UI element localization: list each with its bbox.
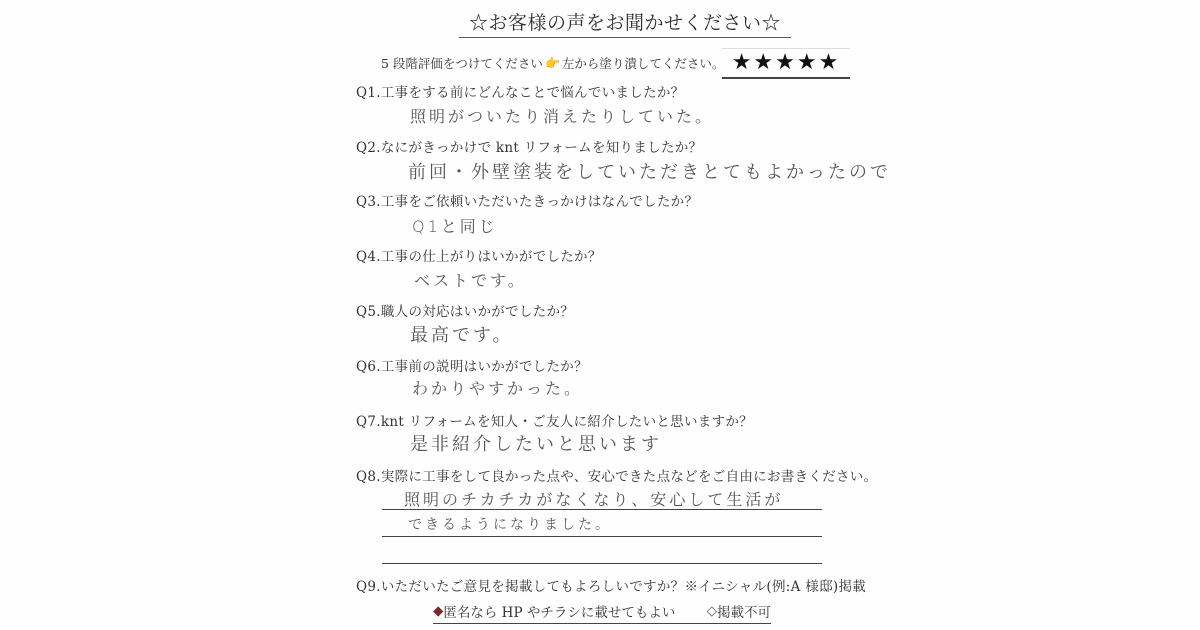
rating-instruction	[381, 54, 724, 72]
option-no-publish[interactable]	[707, 601, 771, 621]
question-2: Q2.なにがきっかけで knt リフォームを知りましたか？	[356, 140, 703, 156]
question-1: Q1.工事をする前にどんなことで悩んでいましたか？	[356, 85, 685, 101]
answer-8-line-2: できるようになりました。	[408, 517, 612, 533]
star-rating: ★★★★★	[722, 48, 850, 79]
answer-8-line-1: 照明のチカチカがなくなり、安心して生活が	[404, 490, 784, 509]
rating-instruction-text-2: 左から塗り潰してください。	[561, 56, 725, 71]
question-6: Q6.工事前の説明はいかがでしたか？	[356, 359, 588, 375]
answer-5: 最高です。	[410, 325, 514, 346]
option-anonymous-ok[interactable]	[433, 601, 675, 621]
filled-diamond-icon: ◆	[433, 603, 444, 619]
answer-4: ベストです。	[414, 271, 527, 290]
question-4: Q4.工事の仕上がりはいかがでしたか？	[356, 249, 602, 265]
question-5: Q5.職人の対応はいかがでしたか？	[356, 304, 575, 320]
question-9: Q9.いただいたご意見を掲載してもよろしいですか？※イニシャル(例:A 様邸)掲載	[356, 579, 867, 595]
answer-7: 是非紹介したいと思います	[410, 434, 662, 455]
answer-line-rule	[382, 536, 822, 537]
answer-line-rule	[382, 509, 822, 510]
answer-2: 前回・外壁塗装をしていただきとてもよかったので	[408, 162, 891, 183]
question-8: Q8.実際に工事をして良かった点や、安心できた点などをご自由にお書きください。	[356, 469, 878, 485]
pointing-hand-icon: 👉	[544, 56, 560, 70]
answer-line-rule	[382, 563, 822, 564]
answer-1: 照明がついたり消えたりしていた。	[410, 107, 715, 126]
answer-3: Q1と同じ	[412, 217, 498, 236]
option-label: 匿名なら HP やチラシに載せてもよい	[443, 605, 676, 621]
option-label: 掲載不可	[717, 605, 771, 621]
publish-consent-options	[433, 601, 771, 624]
empty-diamond-icon: ◇	[706, 603, 717, 619]
answer-6: わかりやすかった。	[412, 379, 584, 398]
question-7: Q7.knt リフォームを知人・ご友人に紹介したいと思いますか？	[356, 414, 753, 430]
page-title: ☆お客様の声をお聞かせください☆	[459, 8, 791, 38]
rating-instruction-text: 5 段階評価をつけてください	[381, 56, 543, 71]
question-3: Q3.工事をご依頼いただいたきっかけはなんでしたか？	[356, 194, 699, 210]
